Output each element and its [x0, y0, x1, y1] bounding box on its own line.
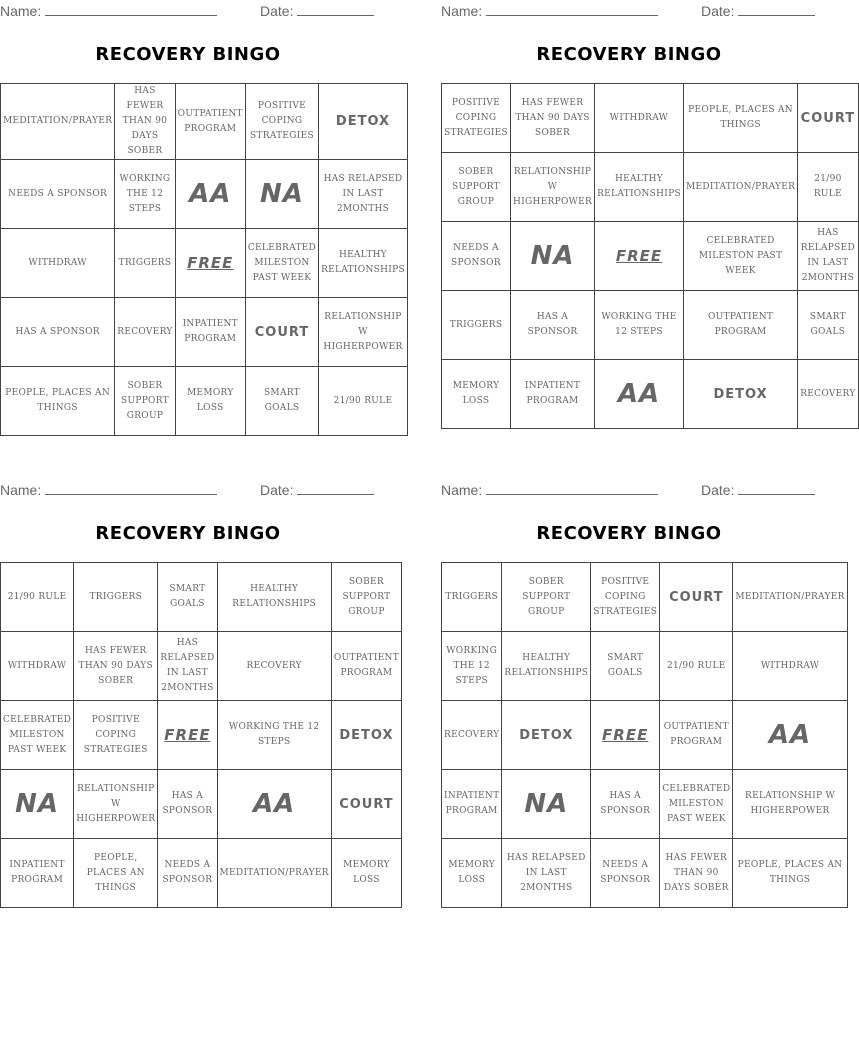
bingo-cell: POSITIVE COPING STRATEGIES [591, 563, 660, 632]
bingo-cell: MEMORY LOSS [175, 367, 245, 436]
bingo-cell: NEEDS A SPONSOR [158, 839, 217, 908]
date-label: Date: [260, 3, 294, 19]
bingo-cell: 21/90 RULE [798, 153, 858, 222]
bingo-cell: CELEBRATED MILESTON PAST WEEK [683, 222, 797, 291]
bingo-cell: WORKING THE 12 STEPS [442, 632, 502, 701]
card-header [441, 479, 817, 501]
name-field [441, 482, 658, 498]
bingo-cell: SOBER SUPPORT GROUP [115, 367, 175, 436]
bingo-cell: RELATIONSHIP W HIGHERPOWER [74, 770, 158, 839]
bingo-cell: MEDITATION/PRAYER [733, 563, 847, 632]
bingo-cell: AA [595, 360, 684, 429]
bingo-cell: POSITIVE COPING STRATEGIES [442, 84, 511, 153]
grid-row [442, 360, 859, 429]
date-label: Date: [260, 482, 294, 498]
bingo-cell: TRIGGERS [74, 563, 158, 632]
grid-row [442, 839, 848, 908]
bingo-cell: SOBER SUPPORT GROUP [502, 563, 591, 632]
name-blank-line [486, 482, 658, 495]
bingo-cell: NA [1, 770, 74, 839]
card-title: RECOVERY BINGO [95, 44, 281, 65]
name-label: Name: [441, 3, 483, 19]
free-space: FREE [591, 701, 660, 770]
bingo-grid [441, 83, 859, 429]
bingo-cell: HAS FEWER THAN 90 DAYS SOBER [74, 632, 158, 701]
bingo-cell: POSITIVE COPING STRATEGIES [74, 701, 158, 770]
bingo-card-2 [441, 0, 856, 409]
bingo-cell: 21/90 RULE [1, 563, 74, 632]
grid-row [442, 701, 848, 770]
bingo-cell: COURT [245, 298, 318, 367]
bingo-cell: MEDITATION/PRAYER [217, 839, 331, 908]
grid-row [1, 770, 402, 839]
card-title: RECOVERY BINGO [536, 523, 722, 544]
bingo-cell: RECOVERY [217, 632, 331, 701]
date-blank-line [738, 482, 815, 495]
bingo-cell: HAS A SPONSOR [158, 770, 217, 839]
grid-row [442, 291, 859, 360]
bingo-cell: WITHDRAW [595, 84, 684, 153]
bingo-cell: OUTPATIENT PROGRAM [683, 291, 797, 360]
card-header [441, 0, 817, 22]
bingo-cell: PEOPLE, PLACES AN THINGS [74, 839, 158, 908]
card-title: RECOVERY BINGO [95, 523, 281, 544]
bingo-cell: TRIGGERS [115, 229, 175, 298]
bingo-card-1 [0, 0, 405, 421]
bingo-cell: PEOPLE, PLACES AN THINGS [683, 84, 797, 153]
date-field [701, 3, 815, 19]
date-label: Date: [701, 3, 735, 19]
bingo-grid [0, 83, 408, 436]
grid-row [1, 563, 402, 632]
card-header [0, 479, 376, 501]
grid-row [442, 222, 859, 291]
bingo-cell: HAS A SPONSOR [591, 770, 660, 839]
date-blank-line [297, 482, 374, 495]
bingo-cell: OUTPATIENT PROGRAM [331, 632, 401, 701]
date-field [701, 482, 815, 498]
bingo-cell: SMART GOALS [158, 563, 217, 632]
name-field [0, 482, 217, 498]
grid-row [442, 563, 848, 632]
bingo-cell: MEMORY LOSS [331, 839, 401, 908]
bingo-cell: RELATIONSHIP W HIGHERPOWER [511, 153, 595, 222]
date-field [260, 3, 374, 19]
bingo-cell: HAS RELAPSED IN LAST 2MONTHS [798, 222, 858, 291]
bingo-cell: NEEDS A SPONSOR [591, 839, 660, 908]
bingo-cell: HAS RELAPSED IN LAST 2MONTHS [319, 160, 408, 229]
grid-row [442, 84, 859, 153]
bingo-cell: AA [733, 701, 847, 770]
bingo-cell: RELATIONSHIP W HIGHERPOWER [733, 770, 847, 839]
bingo-cell: WORKING THE 12 STEPS [115, 160, 175, 229]
bingo-grid [0, 562, 402, 908]
bingo-cell: TRIGGERS [442, 291, 511, 360]
bingo-cell: TRIGGERS [442, 563, 502, 632]
bingo-cell: NEEDS A SPONSOR [442, 222, 511, 291]
bingo-cell: WITHDRAW [733, 632, 847, 701]
bingo-cell: SOBER SUPPORT GROUP [331, 563, 401, 632]
bingo-cell: INPATIENT PROGRAM [1, 839, 74, 908]
name-field [0, 3, 217, 19]
free-space: FREE [158, 701, 217, 770]
bingo-cell: OUTPATIENT PROGRAM [175, 84, 245, 160]
name-field [441, 3, 658, 19]
grid-row [1, 84, 408, 160]
bingo-cell: RECOVERY [442, 701, 502, 770]
bingo-cell: NA [245, 160, 318, 229]
bingo-cell: DETOX [331, 701, 401, 770]
bingo-cell: HAS RELAPSED IN LAST 2MONTHS [502, 839, 591, 908]
bingo-cell: POSITIVE COPING STRATEGIES [245, 84, 318, 160]
bingo-cell: COURT [660, 563, 733, 632]
bingo-cell: WORKING THE 12 STEPS [595, 291, 684, 360]
bingo-cell: WITHDRAW [1, 632, 74, 701]
grid-row [1, 839, 402, 908]
bingo-cell: MEDITATION/PRAYER [683, 153, 797, 222]
grid-row [1, 632, 402, 701]
card-title: RECOVERY BINGO [536, 44, 722, 65]
bingo-cell: SMART GOALS [591, 632, 660, 701]
bingo-cell: HAS FEWER THAN 90 DAYS SOBER [115, 84, 175, 160]
bingo-cell: DETOX [319, 84, 408, 160]
bingo-cell: WORKING THE 12 STEPS [217, 701, 331, 770]
bingo-cell: SMART GOALS [798, 291, 858, 360]
bingo-cell: CELEBRATED MILESTON PAST WEEK [1, 701, 74, 770]
bingo-cell: PEOPLE, PLACES AN THINGS [733, 839, 847, 908]
bingo-cell: RECOVERY [115, 298, 175, 367]
grid-row [1, 367, 408, 436]
free-space: FREE [175, 229, 245, 298]
bingo-cell: MEMORY LOSS [442, 839, 502, 908]
bingo-cell: COURT [798, 84, 858, 153]
grid-row [1, 160, 408, 229]
bingo-cell: HAS FEWER THAN 90 DAYS SOBER [511, 84, 595, 153]
bingo-cell: 21/90 RULE [660, 632, 733, 701]
bingo-cell: NA [502, 770, 591, 839]
bingo-cell: INPATIENT PROGRAM [511, 360, 595, 429]
card-header [0, 0, 376, 22]
bingo-cell: 21/90 RULE [319, 367, 408, 436]
date-blank-line [738, 3, 815, 16]
bingo-card-3 [0, 479, 400, 893]
bingo-cell: HAS A SPONSOR [1, 298, 115, 367]
bingo-cell: HEALTHY RELATIONSHIPS [217, 563, 331, 632]
bingo-cell: HEALTHY RELATIONSHIPS [502, 632, 591, 701]
bingo-cell: HAS RELAPSED IN LAST 2MONTHS [158, 632, 217, 701]
bingo-cell: SMART GOALS [245, 367, 318, 436]
grid-row [442, 153, 859, 222]
bingo-cell: INPATIENT PROGRAM [442, 770, 502, 839]
grid-row [442, 770, 848, 839]
date-blank-line [297, 3, 374, 16]
bingo-cell: HEALTHY RELATIONSHIPS [319, 229, 408, 298]
name-blank-line [486, 3, 658, 16]
bingo-cell: COURT [331, 770, 401, 839]
grid-row [1, 701, 402, 770]
bingo-cell: MEMORY LOSS [442, 360, 511, 429]
name-label: Name: [0, 3, 42, 19]
bingo-cell: HAS FEWER THAN 90 DAYS SOBER [660, 839, 733, 908]
bingo-cell: WITHDRAW [1, 229, 115, 298]
bingo-cell: MEDITATION/PRAYER [1, 84, 115, 160]
bingo-cell: RECOVERY [798, 360, 858, 429]
name-blank-line [45, 3, 217, 16]
bingo-cell: RELATIONSHIP W HIGHERPOWER [319, 298, 408, 367]
bingo-cell: HAS A SPONSOR [511, 291, 595, 360]
bingo-cell: HEALTHY RELATIONSHIPS [595, 153, 684, 222]
bingo-cell: SOBER SUPPORT GROUP [442, 153, 511, 222]
bingo-cell: NEEDS A SPONSOR [1, 160, 115, 229]
bingo-grid [441, 562, 848, 908]
date-field [260, 482, 374, 498]
name-label: Name: [441, 482, 483, 498]
bingo-cell: OUTPATIENT PROGRAM [660, 701, 733, 770]
bingo-cell: AA [175, 160, 245, 229]
grid-row [1, 298, 408, 367]
bingo-cell: DETOX [502, 701, 591, 770]
grid-row [442, 632, 848, 701]
bingo-cell: DETOX [683, 360, 797, 429]
grid-row [1, 229, 408, 298]
bingo-cell: CELEBRATED MILESTON PAST WEEK [660, 770, 733, 839]
bingo-cell: NA [511, 222, 595, 291]
name-label: Name: [0, 482, 42, 498]
date-label: Date: [701, 482, 735, 498]
free-space: FREE [595, 222, 684, 291]
bingo-cell: PEOPLE, PLACES AN THINGS [1, 367, 115, 436]
bingo-cell: CELEBRATED MILESTON PAST WEEK [245, 229, 318, 298]
bingo-cell: AA [217, 770, 331, 839]
bingo-cell: INPATIENT PROGRAM [175, 298, 245, 367]
bingo-card-4 [441, 479, 845, 893]
name-blank-line [45, 482, 217, 495]
